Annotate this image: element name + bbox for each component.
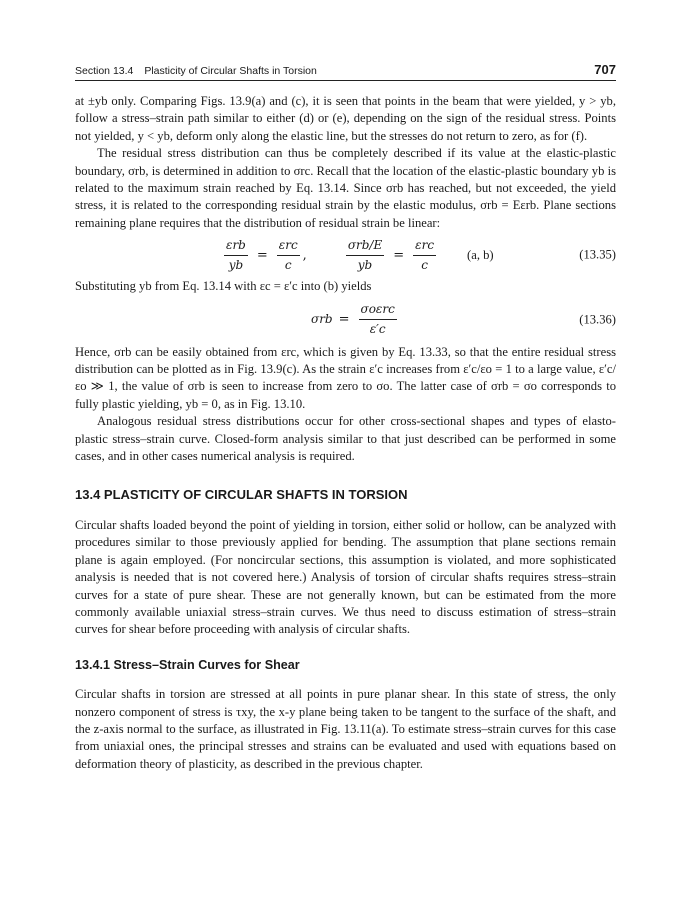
- eq1-mid-num: εrc: [277, 238, 300, 256]
- paragraph-4: Hence, σrb can be easily obtained from εrc, which is given by Eq. 13.33, so that the entire residual stress distribution can be plotted as in Fig. 13.9(c). As the strain ε′c increases from ε′c/εo = 1 to a large value, ε′c/εo ≫ 1, the value of σrb is seen to increase from zero to σo. The latter case of σrb = σo corresponds to fully plastic yielding, yb = 0, as in Fig. 13.10.: [75, 344, 616, 411]
- page: [75, 62, 616, 773]
- eq2-num: σoεrc: [359, 302, 397, 320]
- section-heading: 13.4 PLASTICITY OF CIRCULAR SHAFTS IN TORSION: [75, 486, 408, 502]
- eq2-number: (13.36): [579, 311, 616, 326]
- eq1-frac-rhs2: [413, 238, 436, 273]
- eq2-lhs: σrb: [311, 311, 333, 326]
- running-head-section: Section 13.4: [75, 65, 134, 77]
- page-number: 707: [594, 62, 616, 77]
- paragraph-1: at ±yb only. Comparing Figs. 13.9(a) and (c), it is seen that points in the beam that were yielded, y > yb, follow a stress–strain path similar to either (d) or (e), depending on the sign of the residual stress. Points not yielded, y < yb, deform only along the elastic line, but the stresses do not return to zero, as for (f).: [75, 94, 616, 143]
- body-text: [75, 93, 616, 773]
- paragraph-3: Substituting yb from Eq. 13.14 with εc = ε′c into (b) yields: [75, 279, 372, 294]
- subsection-heading: 13.4.1 Stress–Strain Curves for Shear: [75, 657, 300, 672]
- eq1-mid-den: c: [284, 257, 292, 272]
- paragraph-5: Analogous residual stress distributions occur for other cross-sectional shapes and types of elasto-plastic stress–strain curve. Closed-form analysis similar to that just described can be performed in some cases, and in other cases numerical analysis is required.: [75, 414, 616, 464]
- eq1-tag: (a, b): [467, 247, 494, 262]
- eq1-lhs-den: yb: [228, 257, 244, 272]
- eq1-equals-1: =: [256, 247, 268, 263]
- eq1-rhs-num: σrb/E: [346, 238, 384, 256]
- eq1-rhs-den: yb: [357, 257, 373, 272]
- eq1-rhs2-num: εrc: [413, 238, 436, 256]
- eq1-equals-2: =: [393, 247, 405, 263]
- paragraph-2: The residual stress distribution can thus be completely described if its value at the elastic-plastic boundary, σrb, is determined in addition to σrc. Recall that the location of the elastic-plastic boundary yb is related to the maximum strain reached by Eq. 13.14. Since σrb has reached, but not exceeded, the yield stress, it is related to the corresponding residual strain by the elastic modulus, σrb = Eεrb. Plane sections remaining plane requires that the distribution of residual strain be linear:: [75, 146, 616, 230]
- eq1-rhs2-den: c: [421, 257, 428, 272]
- eq2-frac: [359, 302, 397, 337]
- equation-13-36: [75, 296, 616, 344]
- eq2-equals: =: [338, 311, 350, 327]
- eq1-comma: ,: [302, 247, 307, 263]
- eq1-frac-rhs: [346, 238, 384, 273]
- running-head-section-title: Plasticity of Circular Shafts in Torsion: [144, 65, 317, 77]
- eq2-den: ε′c: [369, 322, 386, 337]
- equation-13-35: [75, 232, 616, 278]
- eq1-lhs-num: εrb: [224, 238, 248, 256]
- eq1-frac-lhs: [224, 238, 248, 273]
- paragraph-7: Circular shafts in torsion are stressed at all points in pure planar shear. In this state of stress, the only nonzero component of stress is τxy, the x-y plane being taken to be tangent to the surface of the shaft, and the z-axis normal to the surface, as illustrated in Fig. 13.11(a). To estimate stress–strain curves for this case from uniaxial ones, the principal stresses and strains can be evaluated and used with equations based on deformation theory of plasticity, as described in the previous chapter.: [75, 687, 616, 771]
- running-head: [75, 62, 616, 81]
- paragraph-6: Circular shafts loaded beyond the point of yielding in torsion, either solid or hollow, can be analyzed with procedures similar to those previously applied for bending. The assumption that plane sections remain plane is again employed. (For noncircular sections, this assumption is violated, and more sophisticated analysis is needed that is not covered here.) Analysis of torsion of circular shafts requires stress–strain curves for a state of pure shear. These are not generally known, but can be estimated from the more commonly available uniaxial stress–strain curves. We thus need to discuss estimation of stress–strain curves for shear before proceeding with analysis of circular shafts.: [75, 517, 616, 637]
- running-head-title: [75, 65, 325, 77]
- eq1-frac-mid: [277, 238, 300, 273]
- eq1-number: (13.35): [579, 247, 616, 262]
